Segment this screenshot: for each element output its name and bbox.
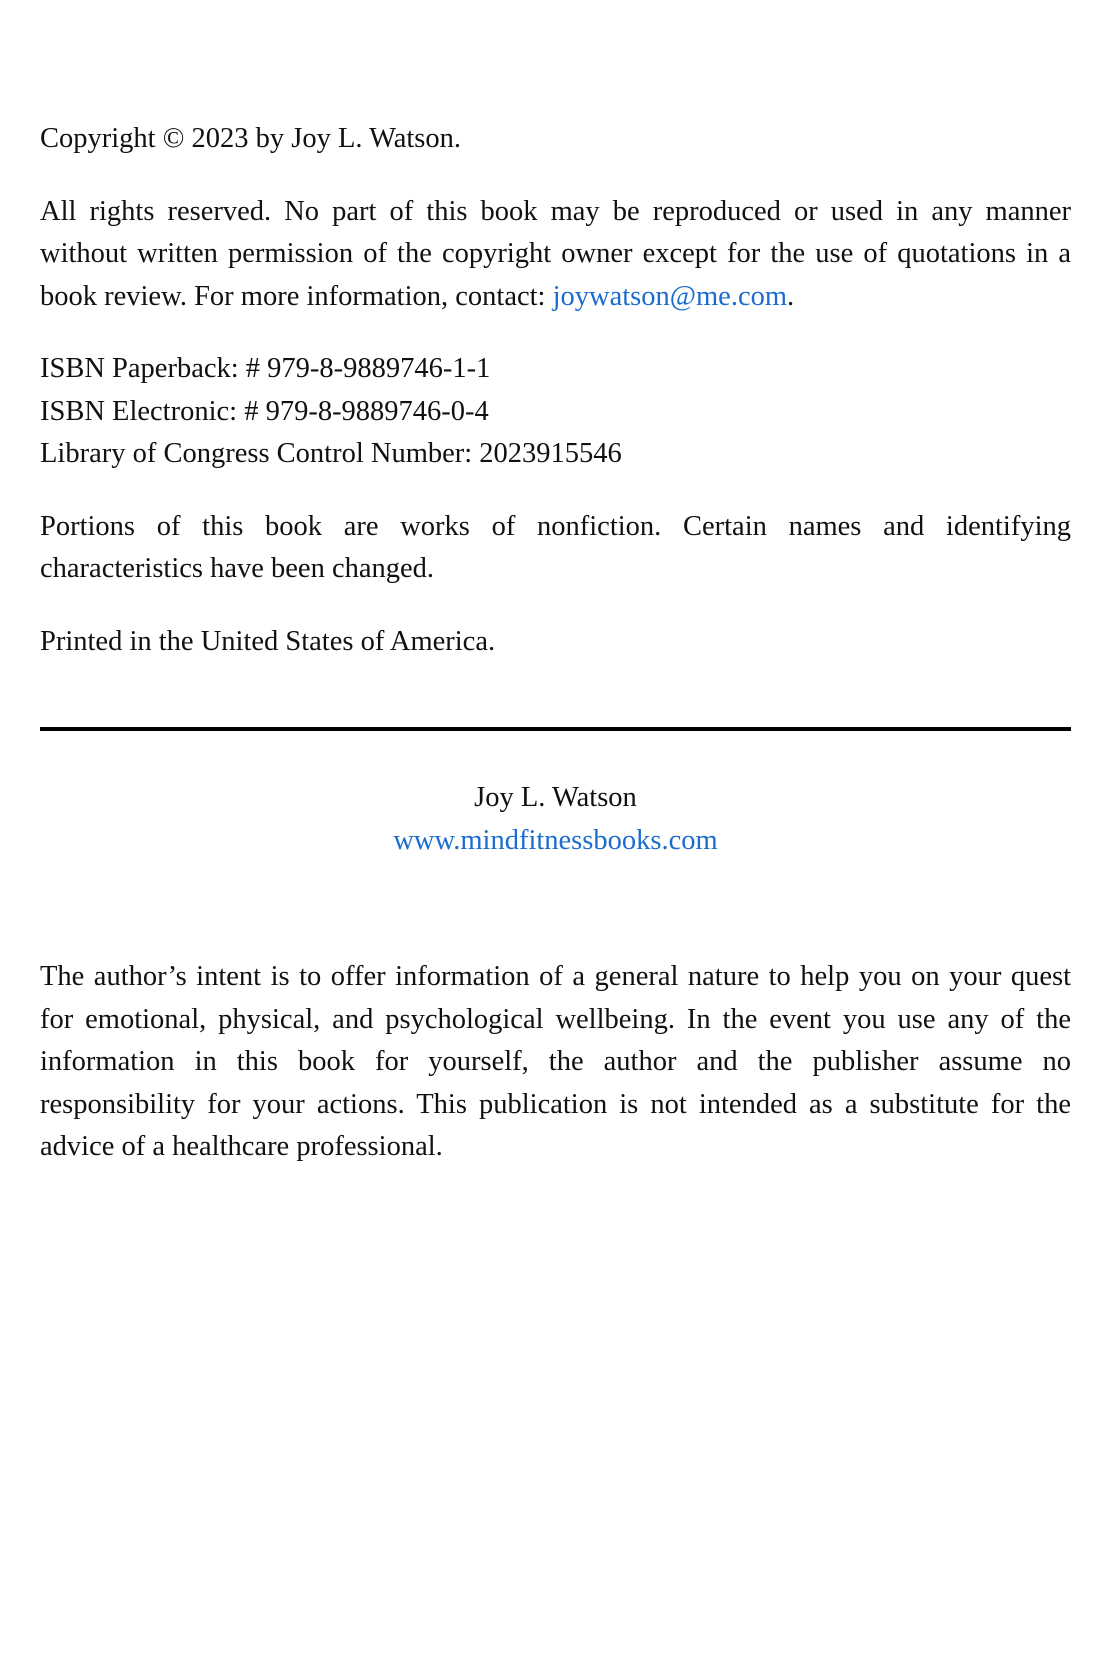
disclaimer-text: The author’s intent is to offer information of a general nature to help you on your quest for emotional, physical, and psychological wellbeing. In the event you use any of the information in this book for yourself, the author and the publisher assume no responsibility for your actions. This publication is not intended as a substitute for the advice of a healthcare professional.: [40, 961, 1071, 1162]
isbn-block: [40, 348, 1071, 476]
copyright-page: [40, 118, 1071, 663]
nonfiction-note: Portions of this book are works of nonfiction. Certain names and identifying characteristics have been changed.: [40, 510, 1071, 584]
isbn-paperback: ISBN Paperback: # 979-8-9889746-1-1: [40, 353, 491, 384]
divider: [40, 727, 1071, 731]
website-link[interactable]: www.mindfitnessbooks.com: [393, 824, 718, 856]
rights-end: .: [787, 280, 795, 312]
email-link[interactable]: joywatson@me.com: [552, 280, 788, 312]
printed-note: Printed in the United States of America.: [40, 625, 496, 657]
isbn-electronic: ISBN Electronic: # 979-8-9889746-0-4: [40, 395, 489, 427]
author-block: [40, 777, 1071, 862]
rights-text: All rights reserved. No part of this book may be reproduced or used in any manner without written permission of the copyright owner except for the use of quotations in a book review. For more information, contact:: [40, 195, 1071, 312]
lccn: Library of Congress Control Number: 2023915546: [40, 438, 622, 469]
copyright-line: Copyright © 2023 by Joy L. Watson.: [40, 123, 462, 154]
rights-paragraph: [40, 191, 1071, 319]
disclaimer-block: [40, 956, 1071, 1169]
author-name: Joy L. Watson: [474, 782, 637, 813]
